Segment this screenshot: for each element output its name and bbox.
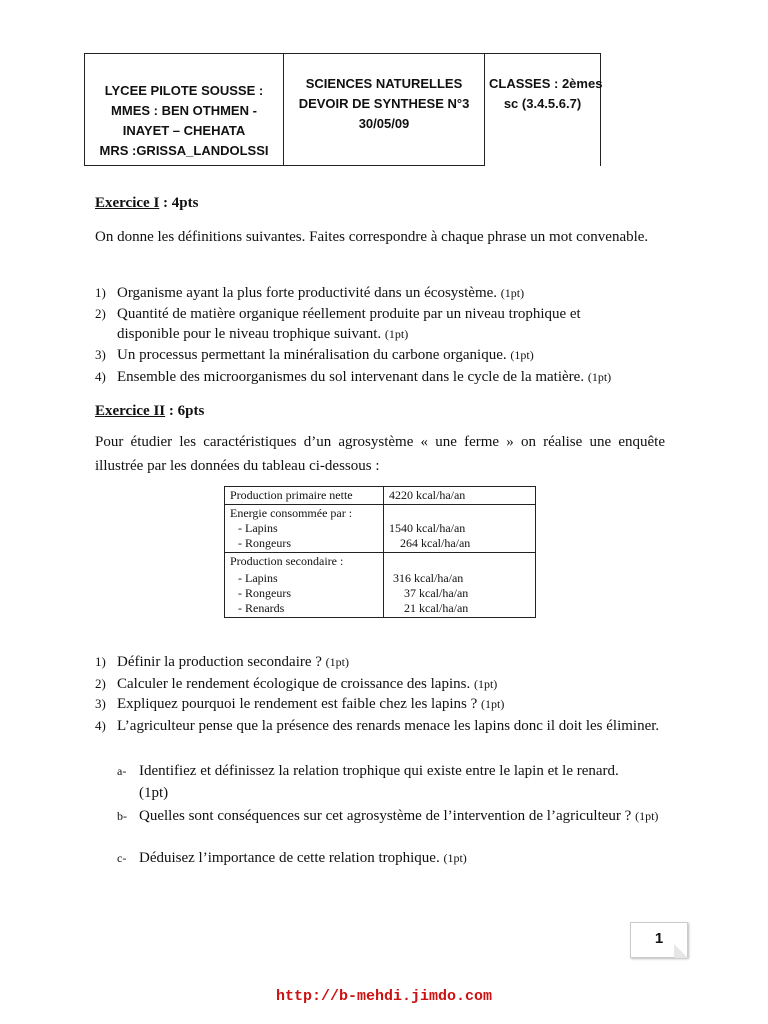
- exercise1-question-2: 2) Quantité de matière organique réellement produite par un niveau trophique et disponible pour le niveau trophique suivant. (1pt): [95, 306, 581, 342]
- table-cell: 316 kcal/ha/an 37 kcal/ha/an 21 kcal/ha/an: [384, 553, 536, 618]
- class-cell: [485, 54, 601, 166]
- subject-cell: [284, 54, 485, 166]
- exercise2-subquestion-b: b- Quelles sont conséquences sur cet agrosystème de l’intervention de l’agriculteur ? (1pt): [117, 808, 659, 824]
- table-row: [225, 505, 536, 553]
- exercise1-question-1: 1) Organisme ayant la plus forte productivité dans un écosystème. (1pt): [95, 285, 525, 301]
- school-line: MMES : BEN OTHMEN -: [111, 103, 257, 118]
- exercise1-question-4: 4) Ensemble des microorganismes du sol intervenant dans le cycle de la matière. (1pt): [95, 369, 612, 385]
- exercise2-question-2: 2) Calculer le rendement écologique de croissance des lapins. (1pt): [95, 676, 498, 692]
- page-number: 1: [630, 922, 688, 958]
- table-cell: Energie consommée par : - Lapins - Rongeurs: [225, 505, 384, 553]
- table-row: [225, 553, 536, 618]
- school-line: MRS :GRISSA_LANDOLSSI: [99, 143, 269, 158]
- page-fold-icon: [674, 944, 688, 958]
- class-line: CLASSES : 2èmes: [489, 76, 603, 91]
- table-cell: Production secondaire : - Lapins - Rongeurs - Renards: [225, 553, 384, 618]
- subject-line: DEVOIR DE SYNTHESE N°3: [298, 96, 470, 111]
- exam-date: 30/05/09: [358, 116, 410, 131]
- school-cell: [85, 54, 284, 166]
- exercise2-subquestion-a: a- Identifiez et définissez la relation trophique qui existe entre le lapin et le renard. (1pt): [117, 763, 619, 801]
- footer-url[interactable]: http://b-mehdi.jimdo.com: [275, 988, 493, 1005]
- data-table: [224, 486, 536, 618]
- exercise2-question-4: 4) L’agriculteur pense que la présence des renards menace les lapins donc il doit les éliminer.: [95, 718, 660, 734]
- table-cell: 4220 kcal/ha/an: [384, 487, 536, 505]
- school-line: INAYET – CHEHATA: [122, 123, 246, 138]
- table-cell: 1540 kcal/ha/an 264 kcal/ha/an: [384, 505, 536, 553]
- exercise2-title: Exercice II : 6pts: [95, 403, 205, 419]
- table-cell: Production primaire nette: [225, 487, 384, 505]
- table-row: [225, 487, 536, 505]
- class-line: sc (3.4.5.6.7): [503, 96, 582, 111]
- subject-line: SCIENCES NATURELLES: [305, 76, 463, 91]
- exercise1-question-3: 3) Un processus permettant la minéralisation du carbone organique. (1pt): [95, 347, 534, 363]
- exercise1-intro: On donne les définitions suivantes. Faites correspondre à chaque phrase un mot convenable.: [95, 229, 649, 245]
- header-table: [84, 53, 601, 166]
- exercise2-question-3: 3) Expliquez pourquoi le rendement est faible chez les lapins ? (1pt): [95, 696, 505, 712]
- exercise2-subquestion-c: c- Déduisez l’importance de cette relation trophique. (1pt): [117, 850, 467, 866]
- exercise2-intro: Pour étudier les caractéristiques d’un agrosystème « une ferme » on réalise une enquête illustrée par les données du tableau ci-dessous :: [95, 434, 665, 474]
- exercise1-title: Exercice I : 4pts: [95, 195, 199, 211]
- school-line: LYCEE PILOTE SOUSSE :: [104, 83, 264, 98]
- exercise2-question-1: 1) Définir la production secondaire ? (1pt): [95, 654, 349, 670]
